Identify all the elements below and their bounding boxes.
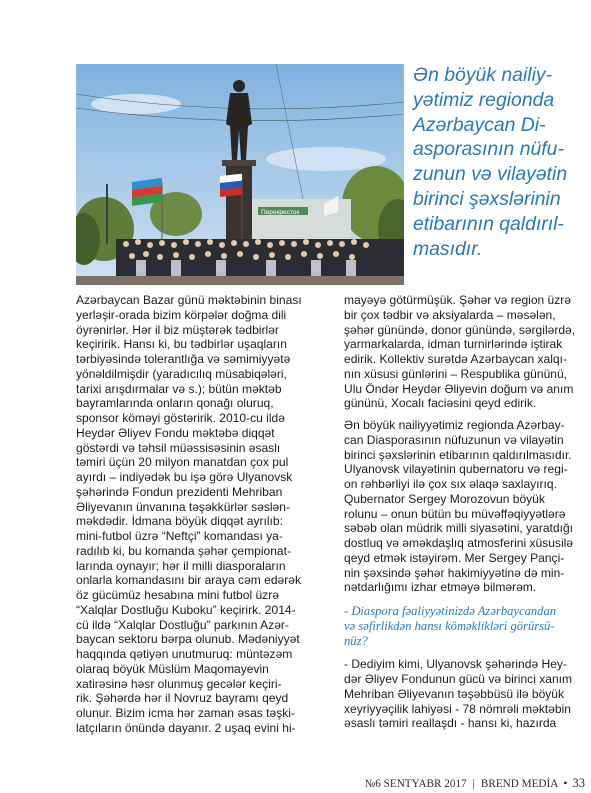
article-column-left (76, 293, 310, 736)
footer-separator: | (472, 778, 475, 790)
pull-quote: Ən böyük nailiy- yətimiz regionda Azərbaycan Di- asporasının nüfu- zunun və vilayətin birinci şəxslərinin etibarının qaldırıl- masıdır. (413, 64, 568, 260)
article-paragraph: - Dediyim kimi, Ulyanovsk şəhərində Hey- dər Əliyev Fondunun gücü və birinci xanım Mehriban Əliyevanın təşəbbüsü ilə böyük xeyriyyəçilik lahiyəsi - 78 nömrəli məktəbin əsaslı təmiri reallaşdı - hansı ki, hazırda (344, 657, 573, 731)
article-paragraph: Ən böyük nailiyyətimiz regionda Azərbay- can Diasporasının nüfuzunun və vilayətin birinci şəxslərinin etibarının qaldırılmasıdır. Ulyanovsk vilayətinin qubernatoru və regi- on rəhbərliyi ilə çox sıx əlaqə saxlayırıq. Qubernator Sergey Morozovun böyük rolunu – onun bütün bu müvəffəqiyyətlərə səbəb olan müdrik milli siyasətini, yaratdığı dostluq və əməkdaşlıq atmosferini xüsusilə qeyd etmək istəyirəm. Mer Sergey Pançi- nin şəxsində şəhər hakimiyyətinə də min- nətdarlığımı izhar etməyə bilmərəm. (344, 418, 574, 595)
footer-bullet: • (563, 776, 568, 790)
store-sign-text: Перекресток (261, 209, 300, 216)
magazine-name: BREND MEDİA (480, 778, 559, 790)
article-paragraph: mayəyə götürmüşük. Şəhər və region üzrə bir çox tədbir və aksiyalarda – məsələn, şəhər günündə, donor günündə, sərgilərdə, yarmarkalarda, idman turnirlərində iştirak edirik. Kollektiv surətdə Azərbaycan xalqı- nın xüsusi günlərini – Respublika gününü, Ulu Öndər Heydər Əliyevin doğum və anım gününü, Xocalı faciəsini qeyd edirik. (344, 293, 576, 411)
monument-group-photo (76, 64, 404, 285)
issue-label: №6 SENTYABR 2017 (364, 778, 467, 790)
article-column-right (344, 293, 578, 731)
page-footer (363, 776, 585, 791)
page-number: 33 (572, 776, 585, 790)
article-paragraph: Azərbaycan Bazar günü məktəbinin binası yerləşir-orada bizim körpələr doğma dili öyrənirlər. Hər il biz müştərək tədbirlər keçiririk. Hansı ki, bu tədbirlər uşaqların tərbiyəsində tolerantlığa və səmimiyyətə yönəldilmişdir (yaradıcılıq müsabiqələri, tarixi arışdırmalar və s.); bütün məktəb bayramlarında onların qonağı oluruq, sponsor köməyi göstəririk. 2010-cu ildə Heydər Əliyev Fondu məktəbə diqqət göstərdi və təhsil müəssisəsinin əsaslı təmiri üçün 20 milyon manatdan çox pul ayırdı – indiyədək bu işə görə Ulyanovsk şəhərində Fondun prezidenti Mehriban Əliyevanın ünvanına təşəkkürlər səslən- məkdədir. İdmana böyük diqqət ayrılıb: mini-futbol üzrə “Neftçi” komandası ya- radılıb ki, bu komanda şəhər çempionat- larında oynayır; hər il milli diasporaların onlarla komandasını bir araya cəm edərək öz gücümüz hesabına mini futbol üzrə “Xalqlar Dostluğu Kuboku” keçirirk. 2014- cü ildə “Xalqlar Dostluğu” parkının Azər- baycan sektoru bərpa olunub. Mədəniyyət haqqında qətiyən unutmuruq: müntəzəm olaraq böyük Müslüm Maqomayevin xatirəsinə həsr olunmuş gecələr keçiri- rik. Şəhərdə hər il Novruz bayramı qeyd olunur. Bizim icma hər zaman əsas təşki- latçıların önündə dayanır. 2 uşaq evini hi- (76, 293, 302, 735)
interview-question: - Diaspora fəaliyyətinizdə Azərbaycandan və səfirlikdən hansı köməklikləri görürsü- nüz? (344, 604, 557, 648)
